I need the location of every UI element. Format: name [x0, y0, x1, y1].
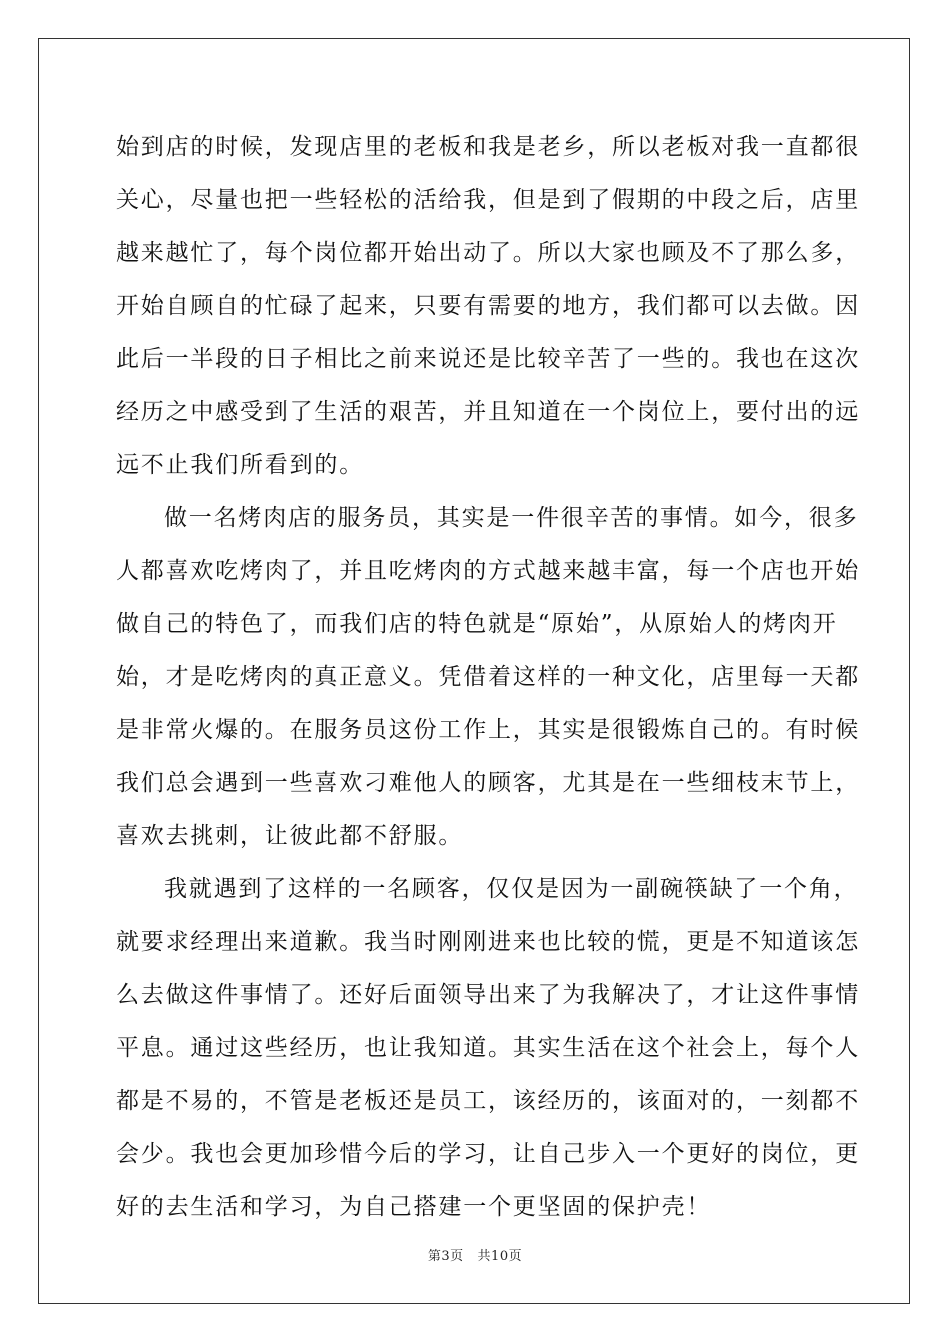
text-line: 始，才是吃烤肉的真正意义。凭借着这样的一种文化，店里每一天都 [116, 664, 860, 690]
text-line: 开始自顾自的忙碌了起来，只要有需要的地方，我们都可以去做。因 [116, 293, 860, 319]
text-line: 经历之中感受到了生活的艰苦，并且知道在一个岗位上，要付出的远 [116, 399, 860, 425]
text-line: 么去做这件事情了。还好后面领导出来了为我解决了，才让这件事情 [116, 982, 860, 1008]
text-line: 就要求经理出来道歉。我当时刚刚进来也比较的慌，更是不知道该怎 [116, 929, 860, 955]
text-line: 平息。通过这些经历，也让我知道。其实生活在这个社会上，每个人 [116, 1035, 860, 1061]
text-line: 喜欢去挑刺，让彼此都不舒服。 [116, 823, 464, 849]
text-line: 关心，尽量也把一些轻松的活给我，但是到了假期的中段之后，店里 [116, 187, 860, 213]
text-line: 越来越忙了，每个岗位都开始出动了。所以大家也顾及不了那么多， [116, 240, 860, 266]
text-line: 做自己的特色了，而我们店的特色就是“原始”，从原始人的烤肉开 [116, 611, 838, 637]
paragraph-start-line: 做一名烤肉店的服务员，其实是一件很辛苦的事情。如今，很多 [164, 505, 859, 531]
text-line: 人都喜欢吃烤肉了，并且吃烤肉的方式越来越丰富，每一个店也开始 [116, 558, 860, 584]
text-line: 是非常火爆的。在服务员这份工作上，其实是很锻炼自己的。有时候 [116, 717, 860, 743]
text-line: 始到店的时候，发现店里的老板和我是老乡，所以老板对我一直都很 [116, 134, 860, 160]
text-line: 都是不易的，不管是老板还是员工，该经历的，该面对的，一刻都不 [116, 1088, 860, 1114]
text-line: 远不止我们所看到的。 [116, 452, 364, 478]
text-line: 好的去生活和学习，为自己搭建一个更坚固的保护壳！ [116, 1194, 712, 1220]
text-line: 此后一半段的日子相比之前来说还是比较辛苦了一些的。我也在这次 [116, 346, 860, 372]
text-line: 我们总会遇到一些喜欢刁难他人的顾客，尤其是在一些细枝末节上， [116, 770, 860, 796]
paragraph-start-line: 我就遇到了这样的一名顾客，仅仅是因为一副碗筷缺了一个角， [164, 876, 859, 902]
page-number: 第3页 共10页 [427, 1249, 523, 1264]
text-line: 会少。我也会更加珍惜今后的学习，让自己步入一个更好的岗位，更 [116, 1141, 860, 1167]
